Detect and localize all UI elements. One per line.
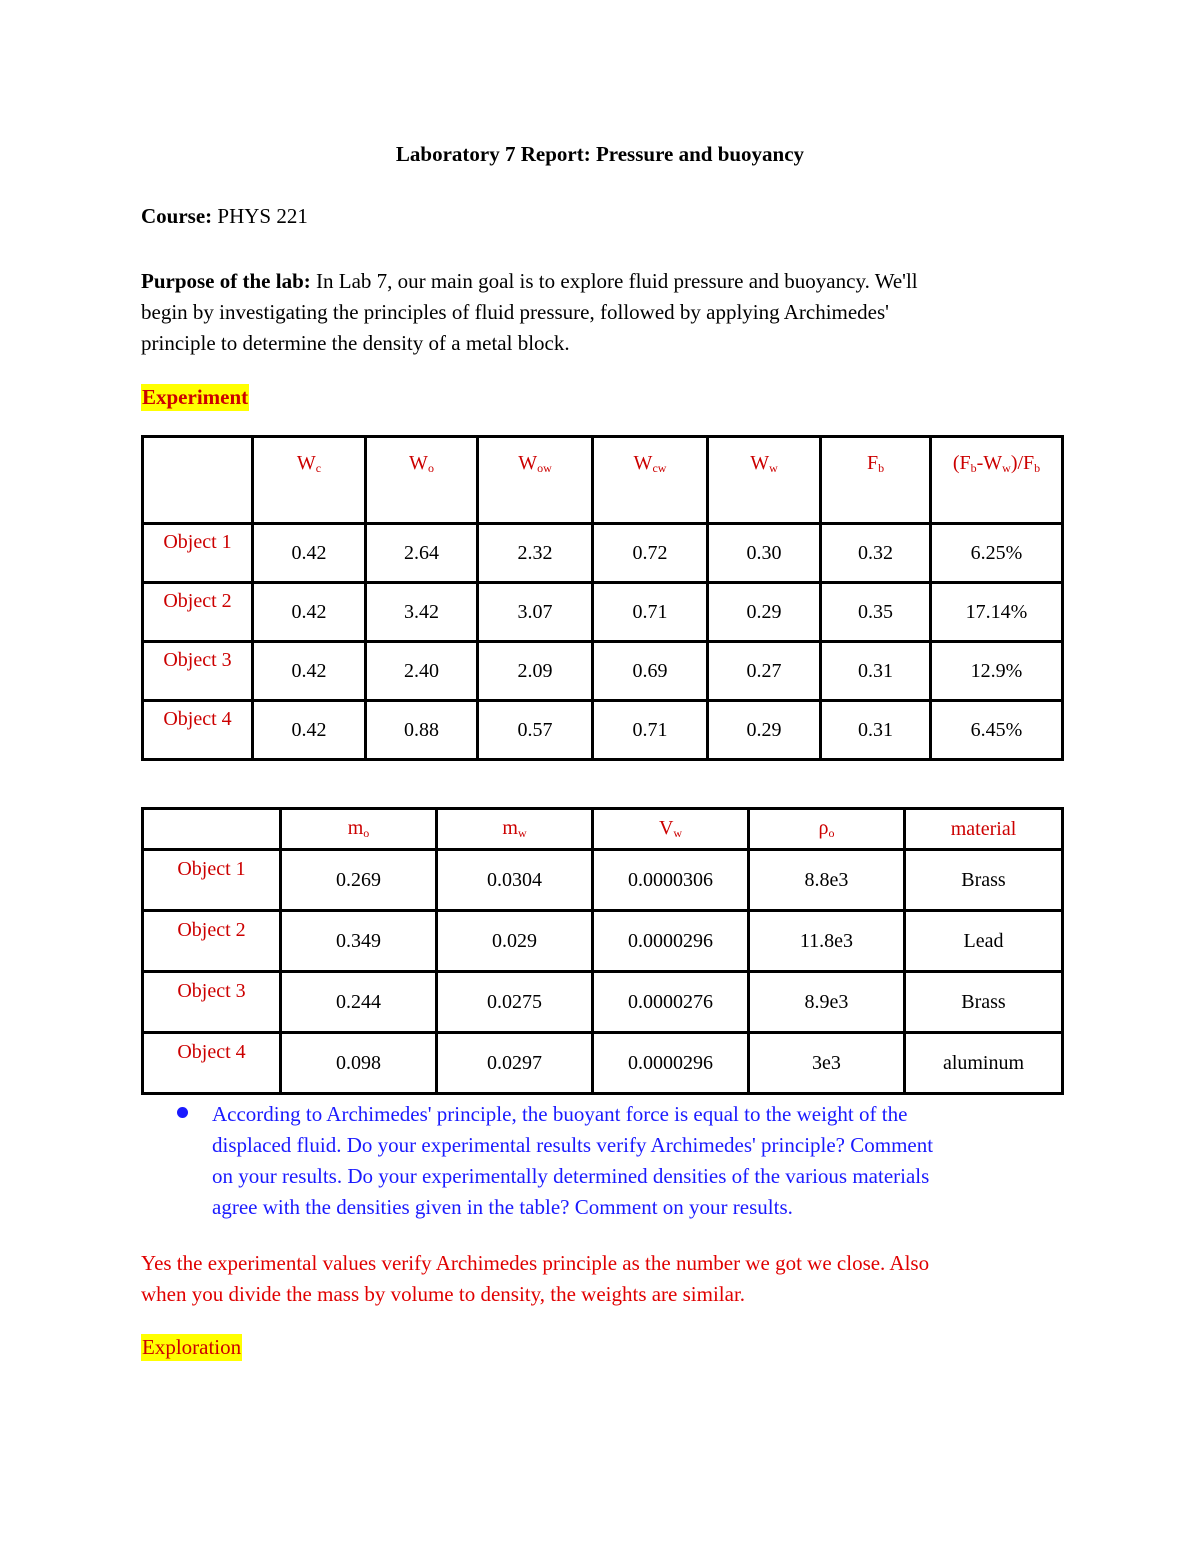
header-symbol: W [409,452,428,474]
answer-paragraph [141,1248,1061,1310]
table-row [143,583,1063,642]
question-paragraph [212,1099,1052,1223]
table-cell: 3.07 [478,583,593,642]
page-title: Laboratory 7 Report: Pressure and buoyancy [395,142,805,166]
row-label: Object 3 [143,972,281,1033]
table-cell: 0.269 [281,850,437,911]
header-subscript: c [315,461,322,475]
table-cell: 0.244 [281,972,437,1033]
table-cell: 17.14% [931,583,1063,642]
answer-line-2: when you divide the mass by volume to density, the weights are similar. [141,1282,746,1306]
purpose-label: Purpose of the lab: [141,269,311,293]
table-cell: 8.9e3 [749,972,905,1033]
header-subscript: b [878,461,885,475]
column-header [593,437,708,524]
bullet-icon [177,1107,188,1118]
row-label: Object 4 [143,701,253,760]
table-cell: 0.29 [708,583,821,642]
header-subscript: w [673,826,683,840]
table-cell: 0.31 [821,642,931,701]
course-label: Course: [141,204,213,228]
column-header [708,437,821,524]
header-symbol: W [633,452,653,474]
column-header [749,809,905,850]
column-header [931,437,1063,524]
table-cell: Brass [905,972,1063,1033]
purpose-line-2: begin by investigating the principles of fluid pressure, followed by applying Archimedes' [141,300,889,324]
row-label: Object 3 [143,642,253,701]
table-cell: 2.09 [478,642,593,701]
header-subscript: w [517,826,527,840]
table-cell: 3e3 [749,1033,905,1094]
header-symbol: W [296,452,316,474]
table-cell: 0.0000296 [593,911,749,972]
table-cell: 2.32 [478,524,593,583]
question-line-2: displaced fluid. Do your experimental results verify Archimedes' principle? Comment [212,1133,934,1157]
table-cell: 0.88 [366,701,478,760]
table-cell: 0.0275 [437,972,593,1033]
table-cell: 2.64 [366,524,478,583]
column-header [281,809,437,850]
table-cell: 0.098 [281,1033,437,1094]
table-cell: 0.31 [821,701,931,760]
column-header [366,437,478,524]
header-symbol: W [750,452,770,474]
table-row [143,850,1063,911]
table-cell: 12.9% [931,642,1063,701]
table-cell: 0.71 [593,701,708,760]
purpose-line-3: principle to determine the density of a metal block. [141,331,570,355]
question-line-3: on your results. Do your experimentally determined densities of the various materials [212,1164,930,1188]
experiment-heading: Experiment [142,385,249,409]
table-corner-cell [143,437,253,524]
table-cell: 0.72 [593,524,708,583]
exploration-heading: Exploration [142,1335,242,1359]
header-subscript: cw [652,461,667,475]
table-cell: 0.0000306 [593,850,749,911]
header-symbol: V [658,817,674,839]
table-cell: 0.32 [821,524,931,583]
header-symbol: -W [976,452,1003,474]
column-header [593,809,749,850]
table-cell: 8.8e3 [749,850,905,911]
table-cell: Brass [905,850,1063,911]
table-cell: 0.29 [708,701,821,760]
header-subscript: o [427,461,434,475]
question-line-1: According to Archimedes' principle, the buoyant force is equal to the weight of the [212,1102,908,1126]
column-header [253,437,366,524]
header-subscript: w [1002,461,1011,475]
purpose-paragraph [141,266,1061,359]
table-row [143,972,1063,1033]
table-row [143,1033,1063,1094]
course-value: PHYS 221 [212,204,308,228]
row-label: Object 1 [143,850,281,911]
header-symbol: ρ [818,817,829,839]
table-cell: 2.40 [366,642,478,701]
header-symbol: m [502,817,518,839]
header-subscript: b [970,461,977,475]
table-corner-cell [143,809,281,850]
table-cell: 0.57 [478,701,593,760]
table-cell: 0.0000276 [593,972,749,1033]
table-cell: 0.0297 [437,1033,593,1094]
header-subscript: o [828,826,835,840]
row-label: Object 2 [143,911,281,972]
purpose-line-1 [141,266,1061,297]
column-header [478,437,593,524]
table-cell: 0.42 [253,583,366,642]
table-cell: 0.35 [821,583,931,642]
table-cell: 0.0304 [437,850,593,911]
column-header [905,809,1063,850]
header-symbol: material [950,817,1017,840]
row-label: Object 1 [143,524,253,583]
table-cell: 0.42 [253,524,366,583]
table-row [143,911,1063,972]
column-header [821,437,931,524]
header-subscript: b [1034,461,1041,475]
header-subscript: o [363,826,370,840]
header-symbol: m [347,817,364,839]
table-cell: 0.71 [593,583,708,642]
table-cell: 0.69 [593,642,708,701]
table-row [143,524,1063,583]
column-header [437,809,593,850]
question-line-4: agree with the densities given in the table? Comment on your results. [212,1195,793,1219]
density-table [141,807,1064,1095]
table-cell: 0.0000296 [593,1033,749,1094]
purpose-text-1: In Lab 7, our main goal is to explore fluid pressure and buoyancy. We'll [310,269,918,293]
table-row [143,701,1063,760]
table-cell: 0.27 [708,642,821,701]
row-label: Object 2 [143,583,253,642]
weights-table [141,435,1064,761]
table-cell: 0.30 [708,524,821,583]
answer-line-1: Yes the experimental values verify Archimedes principle as the number we got we close. Also [141,1251,930,1275]
table-cell: 0.029 [437,911,593,972]
header-symbol: (F [952,452,971,474]
header-symbol: )/F [1010,452,1035,474]
table-cell: 11.8e3 [749,911,905,972]
table-cell: 6.45% [931,701,1063,760]
header-symbol: F [866,452,879,474]
table-cell: 3.42 [366,583,478,642]
table-cell: aluminum [905,1033,1063,1094]
table-cell: 6.25% [931,524,1063,583]
header-subscript: w [769,461,778,475]
table-cell: Lead [905,911,1063,972]
table-row [143,642,1063,701]
table-cell: 0.349 [281,911,437,972]
header-subscript: ow [537,461,552,475]
table-cell: 0.42 [253,701,366,760]
row-label: Object 4 [143,1033,281,1094]
course-line [141,204,308,229]
header-symbol: W [518,452,538,474]
table-cell: 0.42 [253,642,366,701]
